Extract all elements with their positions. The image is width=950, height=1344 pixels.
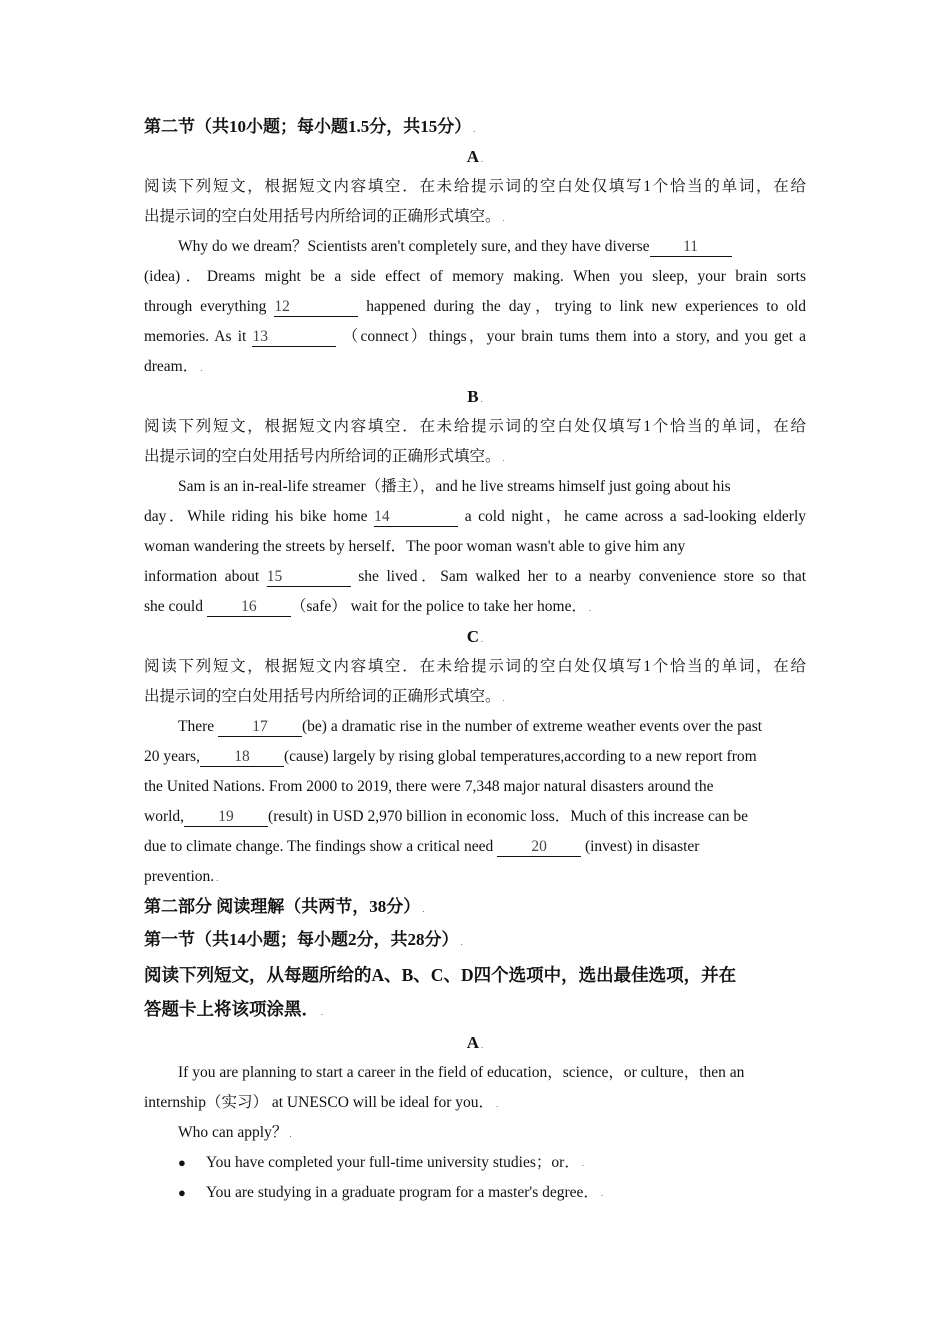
passage-b-line-1: Sam is an in-real-life streamer（播主），and he live streams himself just going about his <box>178 478 731 495</box>
part-2-title: 第二部分 阅读理解（共两节，38分） . <box>144 897 425 916</box>
passage-b-line-2: day．While riding his bike home 14 a cold night，he came across a sad-looking elderly <box>144 508 807 525</box>
passage-a-line-2: (idea)．Dreams might be a side effect of memory making. When you sleep, your brain sorts <box>144 268 806 285</box>
reading-a-heading: A . <box>466 1033 484 1052</box>
blank-17[interactable]: 17 <box>218 718 302 737</box>
blank-15[interactable]: 15 <box>267 568 351 587</box>
part-2-instruction-line-1: 阅读下列短文，从每题所给的A、B、C、D四个选项中，选出最佳选项，并在 <box>144 965 737 985</box>
passage-b-line-3: woman wandering the streets by herself．The poor woman wasn't able to give him any <box>144 538 686 555</box>
passage-c-line-2: 20 years, 18 (cause) largely by rising global temperatures,according to a new report from <box>144 748 757 765</box>
passage-a-line-4: memories. As it 13 （connect）things，your brain tums them into a story, and you get a <box>144 328 807 345</box>
passage-c-line-3: the United Nations. From 2000 to 2019, there were 7,348 major natural disasters around the <box>144 778 714 795</box>
passage-a-line-3: through everything 12 happened during the day，trying to link new experiences to old <box>144 298 807 315</box>
reading-a-line-2: internship（实习） at UNESCO will be ideal for you． . <box>144 1094 499 1111</box>
passage-a-heading: A . <box>466 147 484 166</box>
blank-20[interactable]: 20 <box>497 838 581 857</box>
passage-b-line-4: information about 15 she lived．Sam walked her to a nearby convenience store so that <box>144 568 807 585</box>
content-column <box>144 112 806 1208</box>
blank-13[interactable]: 13 <box>252 328 336 347</box>
passage-b-heading: B . <box>467 387 483 406</box>
blank-19[interactable]: 19 <box>184 808 268 827</box>
instruction-a-line-1: 阅读下列短文，根据短文内容填空．在未给提示词的空白处仅填写1个恰当的单词，在给 <box>144 178 806 195</box>
section-2-title: 第二节（共10小题；每小题1.5分，共15分） . <box>144 117 476 136</box>
list-item: ● You have completed your full-time university studies；or． . <box>144 1148 806 1178</box>
passage-c-line-6: prevention. . <box>144 868 219 885</box>
passage-c-line-1: There 17 (be) a dramatic rise in the number of extreme weather events over the past <box>178 718 763 735</box>
list-item: ● You are studying in a graduate program for a master's degree． . <box>144 1178 806 1208</box>
instruction-a-line-2: 出提示词的空白处用括号内所给词的正确形式填空。 . <box>144 208 505 225</box>
blank-18[interactable]: 18 <box>200 748 284 767</box>
reading-a-line-1: If you are planning to start a career in the field of education，science，or culture，then an <box>178 1064 745 1081</box>
passage-c-line-4: world, 19 (result) in USD 2,970 billion in economic loss．Much of this increase can be <box>144 808 749 825</box>
instruction-b-line-1: 阅读下列短文，根据短文内容填空．在未给提示词的空白处仅填写1个恰当的单词，在给 <box>144 418 806 435</box>
reading-a-question: Who can apply？ . <box>178 1124 292 1141</box>
instruction-b-line-2: 出提示词的空白处用括号内所给词的正确形式填空。 . <box>144 448 505 465</box>
passage-c-line-5: due to climate change. The findings show a critical need 20 (invest) in disaster <box>144 838 700 855</box>
passage-c-heading: C . <box>466 627 484 646</box>
blank-11[interactable]: 11 <box>650 238 732 257</box>
blank-14[interactable]: 14 <box>374 508 458 527</box>
bullet-icon: ● <box>178 1155 186 1170</box>
instruction-c-line-1: 阅读下列短文，根据短文内容填空．在未给提示词的空白处仅填写1个恰当的单词，在给 <box>144 658 806 675</box>
instruction-c-line-2: 出提示词的空白处用括号内所给词的正确形式填空。 . <box>144 688 505 705</box>
passage-a-line-1: Why do we dream？Scientists aren't completely sure, and they have diverse 11 <box>144 232 806 262</box>
blank-12[interactable]: 12 <box>274 298 358 317</box>
bullet-icon: ● <box>178 1185 186 1200</box>
part-2-instruction-line-2: 答题卡上将该项涂黑． . <box>144 999 324 1019</box>
passage-a-line-5: dream． . <box>144 358 203 375</box>
part-2-section-1-title: 第一节（共14小题；每小题2分，共28分） . <box>144 930 463 949</box>
passage-b-line-5: she could 16 （safe） wait for the police to take her home． . <box>144 598 592 615</box>
blank-16[interactable]: 16 <box>207 598 291 617</box>
